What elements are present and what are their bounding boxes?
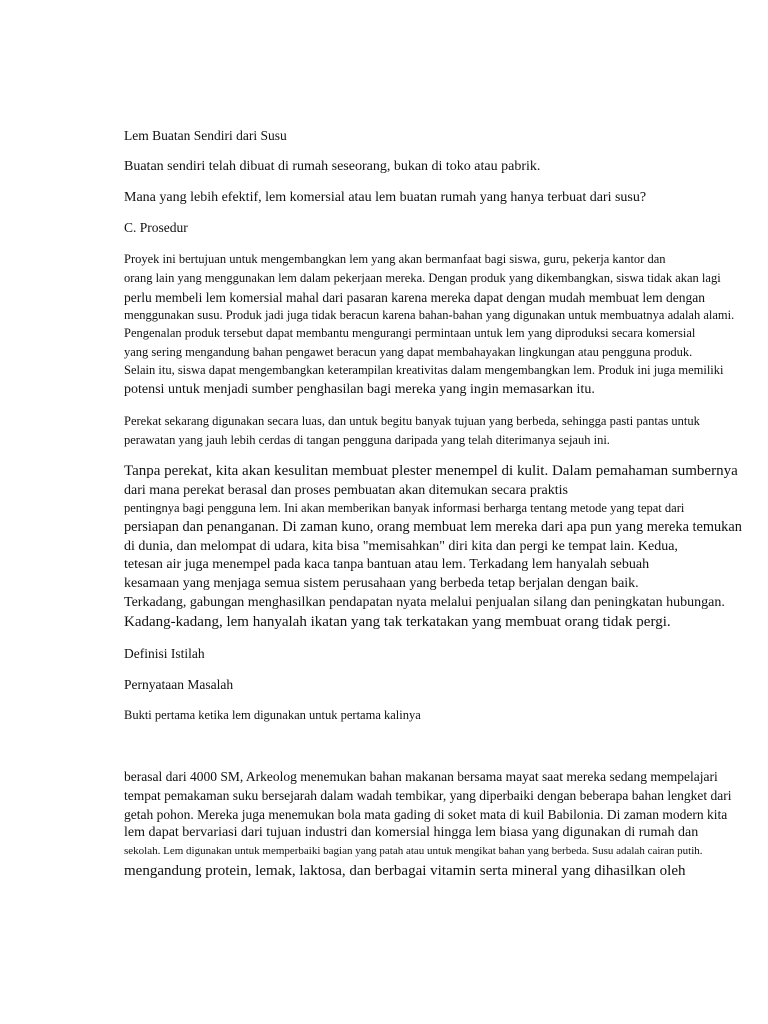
paragraph-line: mengandung protein, lemak, laktosa, dan berbagai vitamin serta mineral yang dihasilkan oleh xyxy=(124,863,686,879)
paragraph-line: kesamaan yang menjaga semua sistem perusahaan yang berbeda tetap berjalan dengan baik. xyxy=(124,576,639,591)
paragraph-line: yang sering mengandung bahan pengawet beracun yang dapat membahayakan lingkungan atau pengguna produk. xyxy=(124,345,693,359)
paragraph-line: menggunakan susu. Produk jadi juga tidak beracun karena bahan-bahan yang digunakan untuk membuatnya adalah alami. xyxy=(124,308,735,322)
intro-line: Buatan sendiri telah dibuat di rumah seseorang, bukan di toko atau pabrik. xyxy=(124,159,541,174)
paragraph-line: Pengenalan produk tersebut dapat membantu mengurangi permintaan untuk lem yang diproduksi secara komersial xyxy=(124,326,696,340)
paragraph-line: potensi untuk menjadi sumber penghasilan bagi mereka yang ingin memasarkan itu. xyxy=(124,382,595,397)
paragraph-line: Tanpa perekat, kita akan kesulitan membuat plester menempel di kulit. Dalam pemahaman sumbernya xyxy=(124,463,738,479)
paragraph-line: pentingnya bagi pengguna lem. Ini akan memberikan banyak informasi berharga tentang metode yang tepat dari xyxy=(124,501,685,515)
paragraph-line: tempat pemakaman suku bersejarah dalam wadah tembikar, yang diperbaiki dengan beberapa bahan lengket dari xyxy=(124,788,732,803)
paragraph-line: lem dapat bervariasi dari tujuan industri dan komersial hingga lem biasa yang digunakan di rumah dan xyxy=(124,825,699,840)
document-title: Lem Buatan Sendiri dari Susu xyxy=(124,128,287,143)
paragraph-line: perlu membeli lem komersial mahal dari pasaran karena mereka dapat dengan mudah membuat lem dengan xyxy=(124,290,706,305)
paragraph-line: Terkadang, gabungan menghasilkan pendapatan nyata melalui penjualan silang dan peningkatan hubungan. xyxy=(124,595,725,610)
section-heading-prosedur: C. Prosedur xyxy=(124,220,188,235)
paragraph-line: berasal dari 4000 SM, Arkeolog menemukan bahan makanan bersama mayat saat mereka sedang mempelajari xyxy=(124,769,718,784)
paragraph-line: Kadang-kadang, lem hanyalah ikatan yang tak terkatakan yang membuat orang tidak pergi. xyxy=(124,614,671,630)
section-heading-definisi: Definisi Istilah xyxy=(124,646,205,661)
paragraph-line: tetesan air juga menempel pada kaca tanpa bantuan atau lem. Terkadang lem hanyalah sebuah xyxy=(124,557,650,572)
paragraph-line: orang lain yang menggunakan lem dalam pekerjaan mereka. Dengan produk yang dikembangkan, siswa tidak akan lagi xyxy=(124,271,721,285)
subheading-bukti: Bukti pertama ketika lem digunakan untuk pertama kalinya xyxy=(124,708,421,722)
paragraph-line: persiapan dan penanganan. Di zaman kuno, orang membuat lem mereka dari apa pun yang mereka temukan xyxy=(124,519,742,535)
paragraph-line: getah pohon. Mereka juga menemukan bola mata gading di soket mata di kuil Babilonia. Di zaman modern kita xyxy=(124,807,728,822)
section-heading-pernyataan: Pernyataan Masalah xyxy=(124,677,234,692)
intro-line: Mana yang lebih efektif, lem komersial atau lem buatan rumah yang hanya terbuat dari susu? xyxy=(124,190,647,205)
paragraph-line: di dunia, dan melompat di udara, kita bisa "memisahkan" diri kita dan pergi ke tempat lain. Kedua, xyxy=(124,539,678,554)
paragraph-line: Selain itu, siswa dapat mengembangkan keterampilan kreativitas dalam mengembangkan lem. Produk ini juga memiliki xyxy=(124,363,724,377)
paragraph-line: dari mana perekat berasal dan proses pembuatan akan ditemukan secara praktis xyxy=(124,483,568,498)
paragraph-line: Perekat sekarang digunakan secara luas, dan untuk begitu banyak tujuan yang berbeda, sehingga pasti pantas untuk xyxy=(124,414,700,428)
paragraph-line: sekolah. Lem digunakan untuk memperbaiki bagian yang patah atau untuk mengikat bahan yang berbeda. Susu adalah cairan putih. xyxy=(124,845,703,857)
paragraph-line: Proyek ini bertujuan untuk mengembangkan lem yang akan bermanfaat bagi siswa, guru, pekerja kantor dan xyxy=(124,252,666,266)
paragraph-line: perawatan yang jauh lebih cerdas di tangan pengguna daripada yang telah diterimanya sejauh ini. xyxy=(124,433,610,447)
